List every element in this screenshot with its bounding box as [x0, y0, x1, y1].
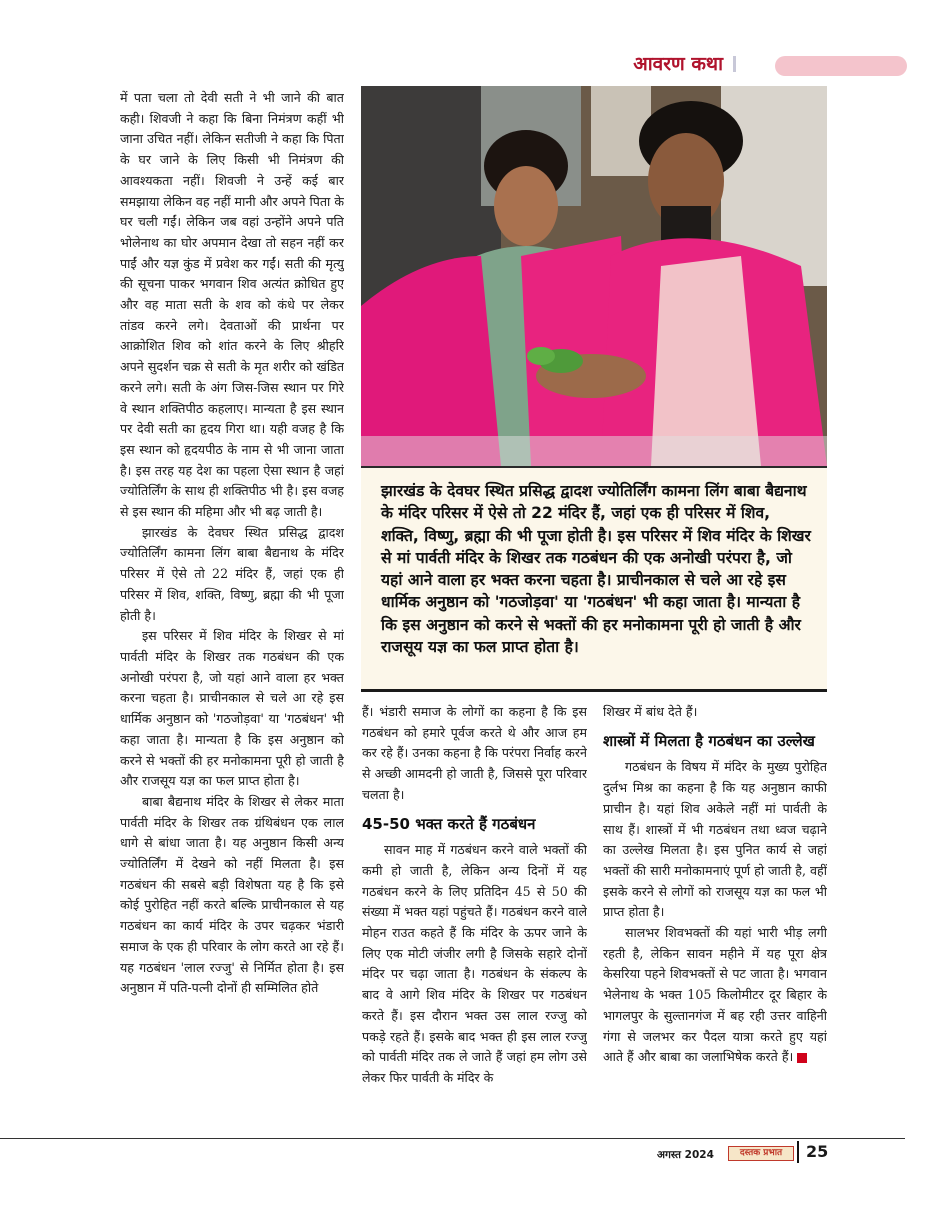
paragraph — [603, 923, 827, 1068]
article-column-2 — [362, 702, 587, 1128]
subheading: शास्त्रों में मिलता है गठबंधन का उल्लेख — [603, 731, 815, 750]
photo-caption: झारखंड के देवघर स्थित प्रसिद्ध द्वादश ज्योतिर्लिंग कामना लिंग बाबा बैद्यनाथ के मंदिर परिसर में ऐसे तो 22 मंदिर हैं, जहां एक ही परिसर में शिव, शक्ति, विष्णु, ब्रह्मा की भी पूजा होती है। इस परिसर में शिव मंदिर के शिखर से मां पार्वती मंदिर के शिखर तक गठबंधन की एक अनोखी परंपरा है, जो यहां आने वाला हर भक्त करना चहता है। प्राचीनकाल से चले आ रहे इस धार्मिक अनुष्ठान को 'गठजोड़वा' या 'गठबंधन' भी कहा जाता है। मान्यता है कि इस अनुष्ठान को करने से भक्तों की हर मनोकामना पूरी हो जाती है और राजसूय यज्ञ का फल प्राप्त होता है। — [381, 482, 811, 657]
paragraph: बाबा बैद्यनाथ मंदिर के शिखर से लेकर माता पार्वती मंदिर के शिखर तक ग्रंथिबंधन एक लाल धागे से बांधा जाता है। यह अनुष्ठान किसी अन्य ज्योतिर्लिंग में देखने को नहीं मिलता है। इस गठबंधन की सबसे बड़ी विशेषता यह है कि इसे कोई पुरोहित नहीं करते बल्कि प्राचीनकाल से यह गठबंधन का कार्य मंदिर के उपर चढ़कर भंडारी समाज के एक ही परिवार के लोग करते आ रहे हैं। यह गठबंधन 'लाल रज्जु' से निर्मित होता है। इस अनुष्ठान में पति-पत्नी दोनों ही सम्मिलित होते — [120, 793, 344, 996]
section-title: आवरण कथा — [633, 53, 723, 75]
subheading: 45-50 भक्त करते हैं गठबंधन — [362, 814, 536, 833]
paragraph: गठबंधन के विषय में मंदिर के मुख्य पुरोहित दुर्लभ मिश्र का कहना है कि यह अनुष्ठान काफी प्राचीन है। यहां शिव अकेले नहीं मां पार्वती के साथ हैं। शास्त्रों में भी गठबंधन तथा ध्वज चढ़ाने का उल्लेख मिलता है। इस पुनित कार्य से जहां भक्तों की सारी मनोकामनाएं पूर्ण हो जाती है, वहीं इसके करने से लोगों को राजसूय यज्ञ का फल भी प्राप्त होता है। — [603, 759, 827, 920]
paragraph: हैं। भंडारी समाज के लोगों का कहना है कि इस गठबंधन को हमारे पूर्वज करते थे और आज हम कर रहे हैं। उनका कहना है कि परंपरा निर्वाह करने से अच्छी आमदनी हो जाती है, जिससे पूरा परिवार चलता है। — [362, 704, 587, 802]
paragraph: शिखर में बांध देते हैं। — [603, 704, 698, 719]
header-divider — [733, 56, 736, 72]
paragraph: झारखंड के देवघर स्थित प्रसिद्ध द्वादश ज्योतिर्लिंग कामना लिंग बाबा बैद्यनाथ के मंदिर परिसर में ऐसे तो 22 मंदिर हैं, जहां एक ही परिसर में शिव, शक्ति, विष्णु, ब्रह्मा की भी पूजा होती है। — [120, 524, 344, 623]
article-column-1 — [120, 88, 344, 1128]
issue-date: अगस्त 2024 — [657, 1149, 714, 1161]
article-photo — [361, 86, 827, 466]
paragraph: सावन माह में गठबंधन करने वाले भक्तों की कमी हो जाती है, लेकिन अन्य दिनों में यह गठबंधन करने के लिए प्रतिदिन 45 से 50 की संख्या में भक्त यहां पहुंचते हैं। गठबंधन करने वाले मोहन राउत कहते हैं कि मंदिर के ऊपर जाने के लिए एक मोटी जंजीर लगी है जिसके सहारे दोनों मंदिर पर चढ़ा जाता है। गठबंधन के संकल्प के बाद वे आगे शिव मंदिर के शिखर पर गठबंधन करते हैं। इस दौरान भक्त उस लाल रज्जु को पकड़े रहते हैं। इसके बाद भक्त ही इस लाल रज्जु को पार्वती मंदिर तक ले जाते हैं जहां हम लोग उसे लेकर फिर पार्वती के मंदिर के — [362, 842, 587, 1085]
magazine-logo: दस्तक प्रभात — [728, 1146, 794, 1161]
page-number: 25 — [806, 1142, 829, 1161]
header-decoration — [775, 56, 907, 76]
paragraph-text: सालभर शिवभक्तों की यहां भारी भीड़ लगी रहती है, लेकिन सावन महीने में यह पूरा क्षेत्र केसरिया पहने शिवभक्तों से पट जाता है। भगवान भेलेनाथ के भक्त 105 किलोमीटर दूर बिहार के भागलपुर के सुल्तानगंज में बह रही उत्तर वाहिनी गंगा से जलभर कर पैदल यात्रा करते हुए यहां आते हैं और बाबा का जलाभिषेक करते हैं। — [603, 925, 827, 1065]
footer-divider — [797, 1141, 799, 1163]
photo-caption-box — [361, 466, 827, 692]
paragraph: इस परिसर में शिव मंदिर के शिखर से मां पार्वती मंदिर के शिखर तक गठबंधन की एक अनोखी परंपरा है, जो यहां आने वाला हर भक्त करना चहता है। प्राचीनकाल से चले आ रहे इस धार्मिक अनुष्ठान को 'गठजोड़वा' या 'गठबंधन' भी कहा जाता है। मान्यता है कि इस अनुष्ठान को करने से भक्तों की हर मनोकामना पूरी हो जाती है और राजसूय यज्ञ का फल प्राप्त होता है। — [120, 628, 344, 789]
paragraph: में पता चला तो देवी सती ने भी जाने की बात कही। शिवजी ने कहा कि बिना निमंत्रण कहीं भी जाना उचित नहीं। लेकिन सतीजी ने कहा कि पिता के घर जाने के लिए किसी भी निमंत्रण की आवश्यकता नहीं। शिवजी ने उन्हें कई बार समझाया लेकिन वह नहीं मानी और अपने पिता के घर चली गईं। लेकिन जब वहां उन्होंने अपने पति भोलेनाथ का घोर अपमान देखा तो सहन नहीं कर पाईं और यज्ञ कुंड में प्रवेश कर गईं। सती की मृत्यु की सूचना पाकर भगवान शिव अत्यंत क्रोधित हुए और वह माता सती के शव को कंधे पर लेकर तांडव करने लगे। देवताओं की प्रार्थना पर आक्रोशित शिव को शांत करने के लिए श्रीहरि अपने सुदर्शन चक्र से सती के मृत शरीर को खंडित करने लगे। सती के अंग जिस-जिस स्थान पर गिरे वे स्थान शक्तिपीठ कहलाए। मान्यता है इस स्थान पर देवी सती का हृदय गिरा था। यही वजह है कि इस स्थान को हृदयपीठ के नाम से भी जाना जाता है। इस तरह यह देश का पहला ऐसा स्थान है जहां ज्योतिर्लिंग के साथ ही शक्तिपीठ भी है। इस वजह से इस स्थान की महिमा और भी बढ़ जाती है। — [120, 90, 344, 520]
end-mark-icon — [797, 1053, 807, 1063]
article-column-3 — [603, 702, 827, 1128]
footer-rule — [0, 1138, 905, 1139]
